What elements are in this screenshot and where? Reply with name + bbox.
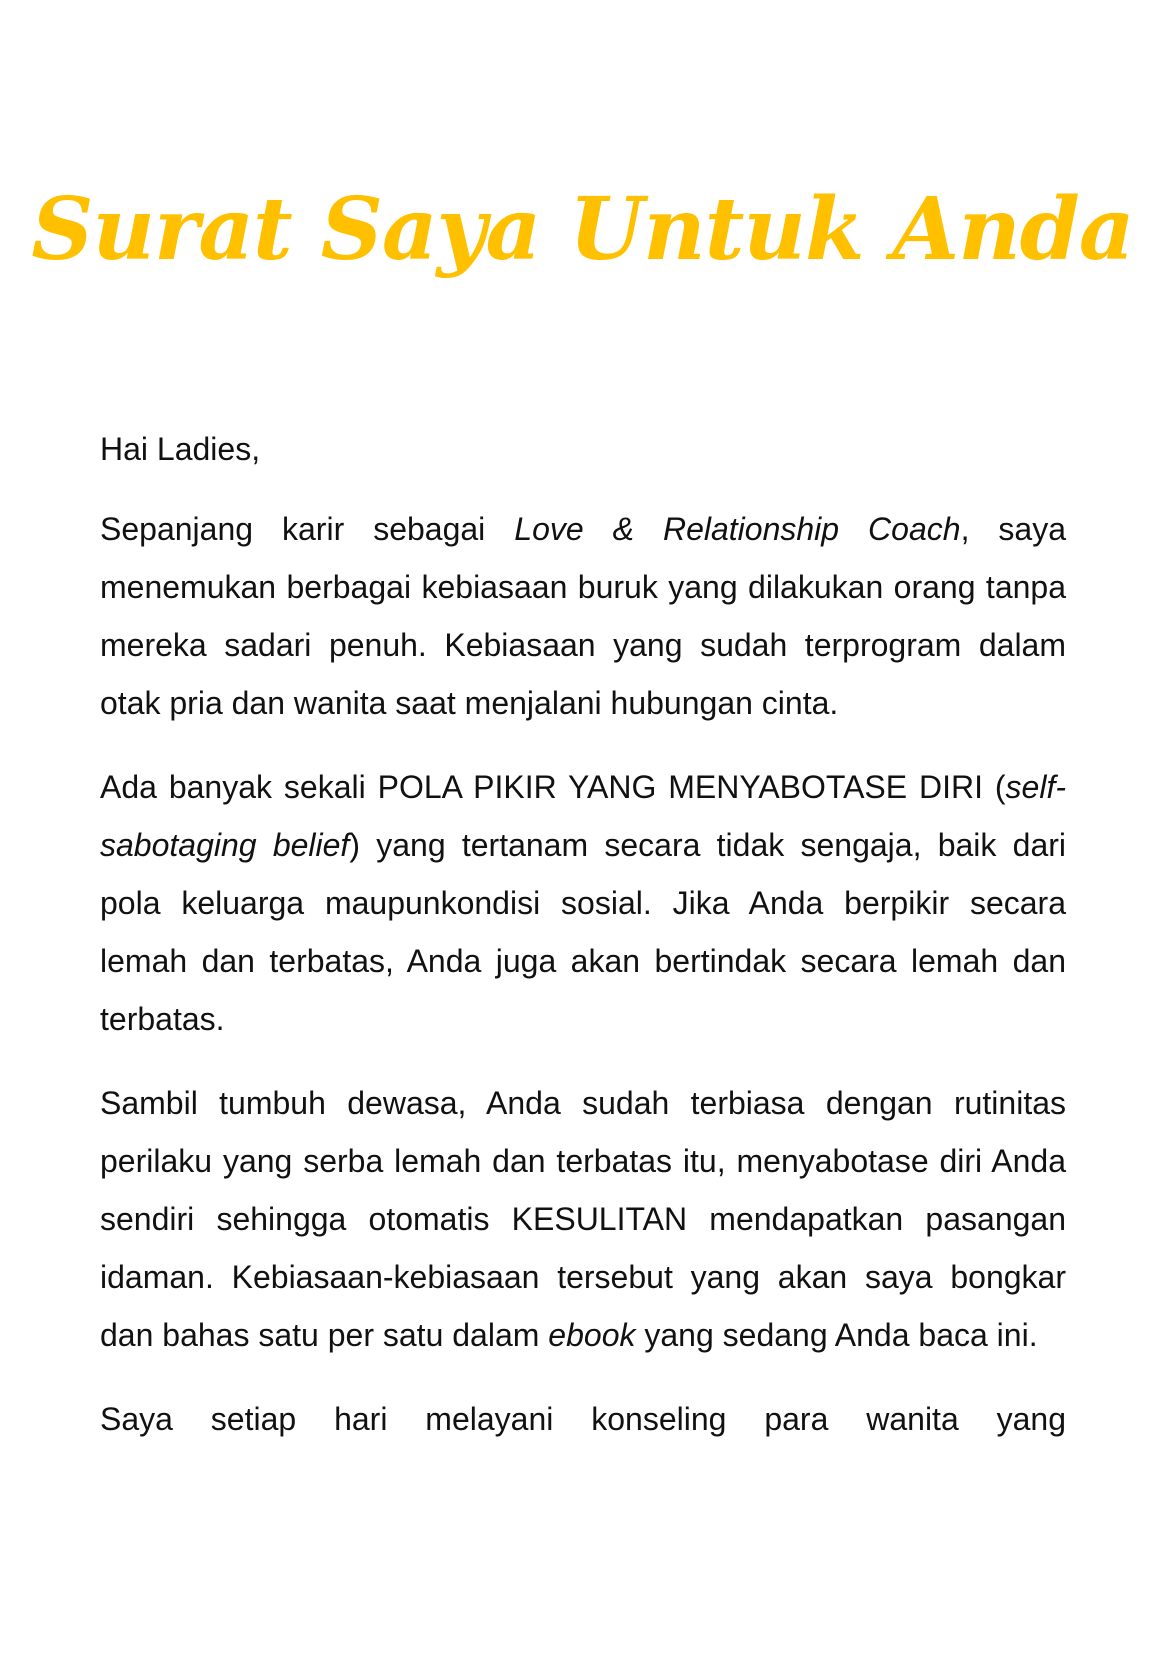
greeting: Hai Ladies,: [100, 431, 261, 467]
paragraph-1: [100, 500, 1066, 732]
paragraph-1-emphasis: Love & Relationship Coach: [514, 511, 961, 547]
paragraph-1-part-c: , saya menemukan berbagai kebiasaan buruk yang dilakukan orang tanpa mereka sadari penuh. Kebiasaan yang sudah terprogram dalam otak pria dan wanita saat menjalani hubungan cinta.: [100, 511, 1067, 721]
page-title: Surat Saya Untuk Anda: [31, 179, 1134, 280]
paragraph-3-emphasis: ebook: [548, 1317, 636, 1353]
paragraph-3-part-a: Sambil tumbuh dewasa, Anda sudah terbiasa dengan rutinitas perilaku yang serba lemah dan terbatas itu, menyabotase diri Anda sendiri sehingga otomatis KESULITAN mendapatkan pasangan idaman. Kebiasaan-kebiasaan tersebut yang akan saya bongkar dan bahas satu per satu dalam: [100, 1085, 1066, 1353]
letter-body: [100, 420, 1066, 1474]
paragraph-2-emphasis: self-sabotaging belief: [100, 769, 1066, 863]
paragraph-1-part-a: Sepanjang karir sebagai: [100, 511, 515, 547]
paragraph-3: [100, 1074, 1066, 1364]
paragraph-4: Saya setiap hari melayani konseling para wanita yang: [100, 1401, 1066, 1437]
paragraph-3-part-c: yang sedang Anda baca ini.: [635, 1317, 1038, 1353]
paragraph-2-part-c: ) yang tertanam secara tidak sengaja, baik dari pola keluarga maupunkondisi sosial. Jika Anda berpikir secara lemah dan terbatas, Anda juga akan bertindak secara lemah dan terbatas.: [100, 827, 1067, 1037]
paragraph-2: [100, 758, 1066, 1048]
paragraph-2-part-a: Ada banyak sekali POLA PIKIR YANG MENYABOTASE DIRI (: [100, 769, 1006, 805]
